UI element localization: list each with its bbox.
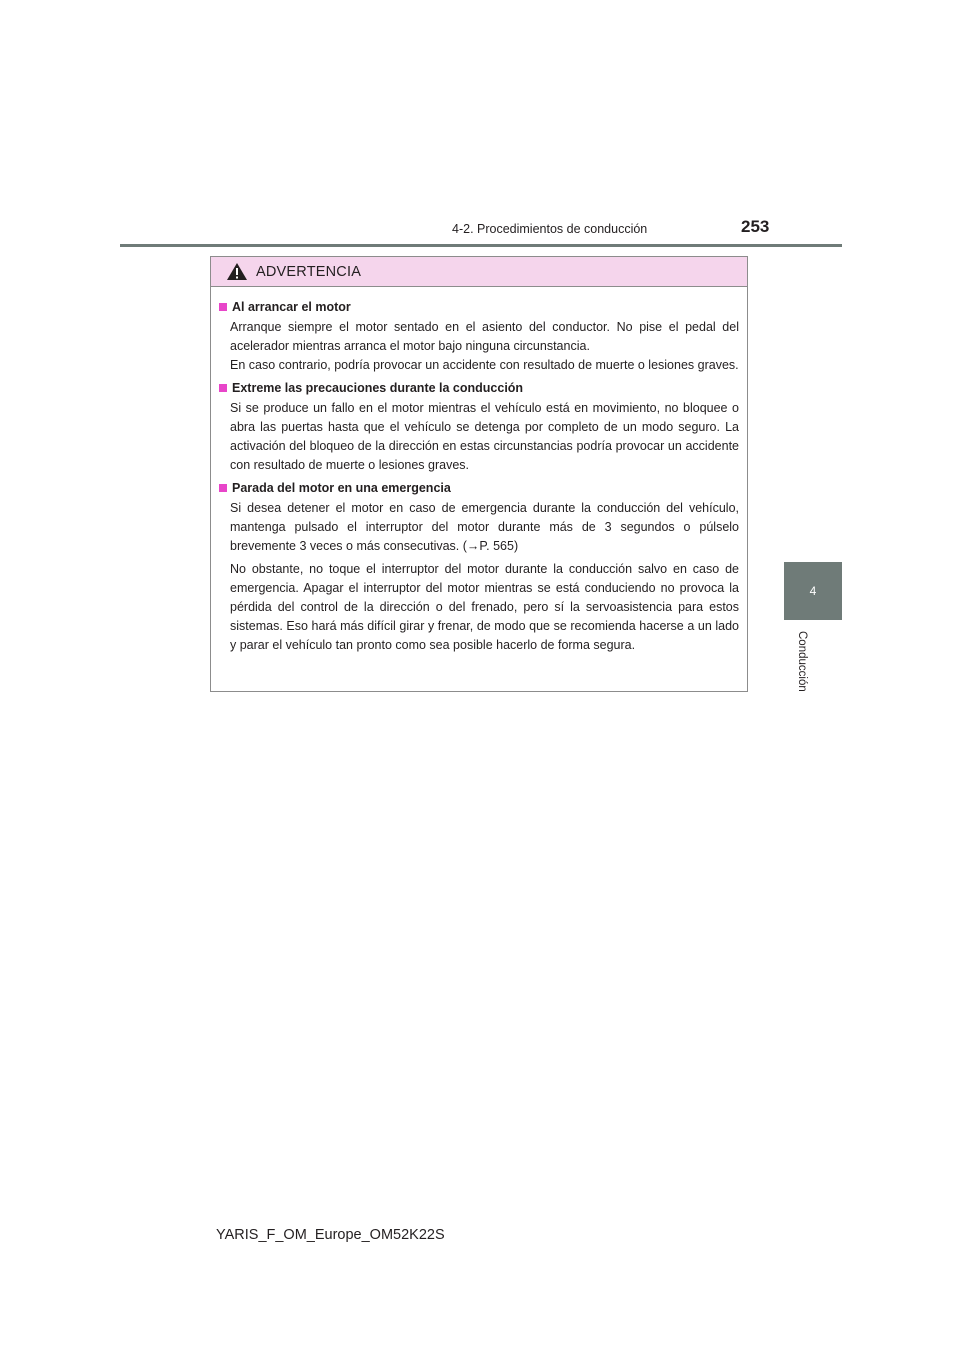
warning-section-title-text: Extreme las precauciones durante la conducción (232, 381, 524, 395)
chapter-label: Conducción (796, 631, 808, 692)
warning-section-title (219, 379, 739, 397)
warning-triangle-icon (226, 262, 248, 281)
warning-header (211, 257, 747, 287)
square-bullet-icon (219, 484, 227, 492)
warning-section-title (219, 479, 739, 497)
page-number: 253 (741, 217, 770, 236)
warning-box (210, 256, 748, 692)
warning-paragraph: Si desea detener el motor en caso de emergencia durante la conducción del vehículo, mantenga pulsado el interruptor del motor durante más de 3 segundos o púlselo brevemente 3 veces o más consecutivas. (→P. 565) (230, 501, 739, 553)
header-rule (120, 244, 842, 247)
warning-paragraph: Arranque siempre el motor sentado en el asiento del conductor. No pise el pedal del acelerador mientras arranca el motor bajo ninguna circunstancia. En caso contrario, podría provocar un accidente con resultado de muerte o lesiones graves. (230, 320, 739, 372)
warning-body (211, 287, 747, 655)
warning-paragraph: Si se produce un fallo en el motor mientras el vehículo está en movimiento, no bloquee o abra las puertas hasta que el vehículo se detenga por completo de un modo seguro. La activación del bloqueo de la dirección en estas circunstancias podría provocar un accidente con resultado de muerte o lesiones graves. (230, 401, 739, 472)
warning-paragraph: No obstante, no toque el interruptor del motor durante la conducción salvo en caso de emergencia. Apagar el interruptor del motor mientras se está conduciendo no provoca la pérdida del control de la dirección o del frenado, pero sí la servoasistencia para estos sistemas. Eso hará más difícil girar y frenar, de modo que se recomienda hacerse a un lado y parar el vehículo tan pronto como sea posible hacerlo de forma segura. (230, 562, 739, 652)
warning-section-title-text: Al arrancar el motor (232, 300, 351, 314)
footer-document-code: YARIS_F_OM_Europe_OM52K22S (216, 1227, 445, 1243)
square-bullet-icon (219, 384, 227, 392)
warning-section-title (219, 298, 739, 316)
warning-title: ADVERTENCIA (256, 263, 362, 280)
square-bullet-icon (219, 303, 227, 311)
warning-section-title-text: Parada del motor en una emergencia (232, 481, 451, 495)
header-section-title: 4-2. Procedimientos de conducción (452, 222, 648, 236)
chapter-number: 4 (809, 584, 817, 598)
chapter-tab (784, 562, 842, 620)
